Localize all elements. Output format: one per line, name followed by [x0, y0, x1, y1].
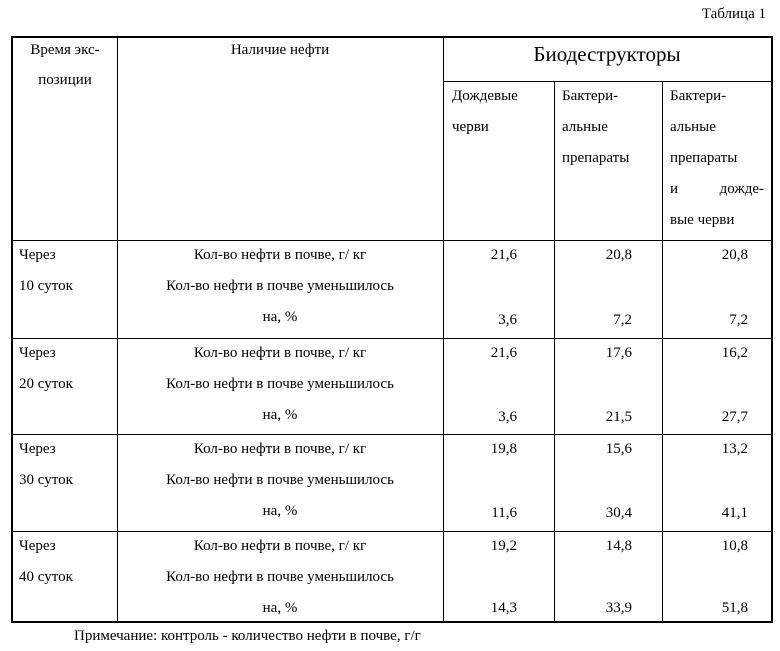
cell-amount-worms: 21,6: [490, 345, 517, 361]
header-biodestructors: Биодеструкторы: [533, 42, 681, 66]
row-oil-amount-label: Кол-во нефти в почве, г/ кг: [193, 345, 367, 361]
row-percent-label: на, %: [262, 407, 298, 423]
column-divider: [117, 38, 118, 621]
header-col3-line4: и: [670, 181, 679, 197]
cell-amount-bacteria: 20,8: [605, 247, 632, 263]
cell-amount-combined: 16,2: [721, 345, 748, 361]
header-col3-line5: дожде-: [719, 181, 764, 197]
header-col3-line6: вые черви: [670, 212, 735, 228]
row-divider: [13, 434, 771, 435]
row-percent-label: на, %: [262, 600, 298, 616]
row-time-label: Через: [19, 538, 56, 554]
header-col1-line1: Дождевые: [452, 88, 518, 104]
row-oil-decrease-label: Кол-во нефти в почве уменьшилось: [166, 472, 394, 488]
row-divider: [13, 338, 771, 339]
cell-amount-worms: 19,8: [490, 441, 517, 457]
header-col2-line1: Бактери-: [562, 88, 619, 104]
cell-percent-worms: 11,6: [491, 505, 517, 521]
cell-percent-worms: 3,6: [498, 312, 517, 328]
cell-amount-worms: 21,6: [490, 247, 517, 263]
data-table: [11, 36, 773, 623]
cell-amount-combined: 13,2: [721, 441, 748, 457]
cell-amount-worms: 19,2: [490, 538, 517, 554]
row-divider: [13, 240, 771, 241]
row-divider: [13, 531, 771, 532]
row-oil-amount-label: Кол-во нефти в почве, г/ кг: [193, 538, 367, 554]
cell-amount-bacteria: 15,6: [605, 441, 632, 457]
cell-percent-bacteria: 7,2: [613, 312, 632, 328]
cell-percent-combined: 41,1: [721, 505, 748, 521]
row-time-value: 40 суток: [19, 569, 73, 585]
cell-percent-bacteria: 21,5: [605, 409, 632, 425]
row-percent-label: на, %: [262, 309, 298, 325]
row-oil-amount-label: Кол-во нефти в почве, г/ кг: [193, 441, 367, 457]
row-time-label: Через: [19, 441, 56, 457]
header-time-line1: Время экс-: [30, 42, 100, 58]
cell-percent-bacteria: 33,9: [605, 600, 632, 616]
cell-percent-combined: 51,8: [721, 600, 748, 616]
row-time-value: 30 суток: [19, 472, 73, 488]
header-col2-line3: препараты: [562, 150, 630, 166]
row-percent-label: на, %: [262, 503, 298, 519]
header-col1-line2: черви: [452, 119, 489, 135]
cell-amount-combined: 20,8: [721, 247, 748, 263]
row-oil-amount-label: Кол-во нефти в почве, г/ кг: [193, 247, 367, 263]
table-note: Примечание: контроль - количество нефти в почве, г/г: [74, 628, 421, 644]
cell-amount-bacteria: 17,6: [605, 345, 632, 361]
cell-percent-combined: 27,7: [721, 409, 748, 425]
header-col3-line3: препараты: [670, 150, 738, 166]
cell-percent-bacteria: 30,4: [605, 505, 632, 521]
cell-percent-worms: 14,3: [490, 600, 517, 616]
column-divider: [443, 38, 444, 621]
row-divider: [443, 81, 771, 82]
row-oil-decrease-label: Кол-во нефти в почве уменьшилось: [166, 376, 394, 392]
row-time-value: 20 суток: [19, 376, 73, 392]
header-col3-line1: Бактери-: [670, 88, 727, 104]
table-caption: Таблица 1: [701, 6, 766, 22]
header-oil-presence: Наличие нефти: [230, 42, 330, 58]
row-time-value: 10 суток: [19, 278, 73, 294]
cell-percent-combined: 7,2: [729, 312, 748, 328]
row-oil-decrease-label: Кол-во нефти в почве уменьшилось: [166, 569, 394, 585]
header-time-line2: позиции: [38, 72, 92, 88]
row-oil-decrease-label: Кол-во нефти в почве уменьшилось: [166, 278, 394, 294]
row-time-label: Через: [19, 345, 56, 361]
row-time-label: Через: [19, 247, 56, 263]
header-col3-line2: альные: [670, 119, 716, 135]
cell-amount-combined: 10,8: [721, 538, 748, 554]
cell-percent-worms: 3,6: [498, 409, 517, 425]
header-col2-line2: альные: [562, 119, 608, 135]
cell-amount-bacteria: 14,8: [605, 538, 632, 554]
